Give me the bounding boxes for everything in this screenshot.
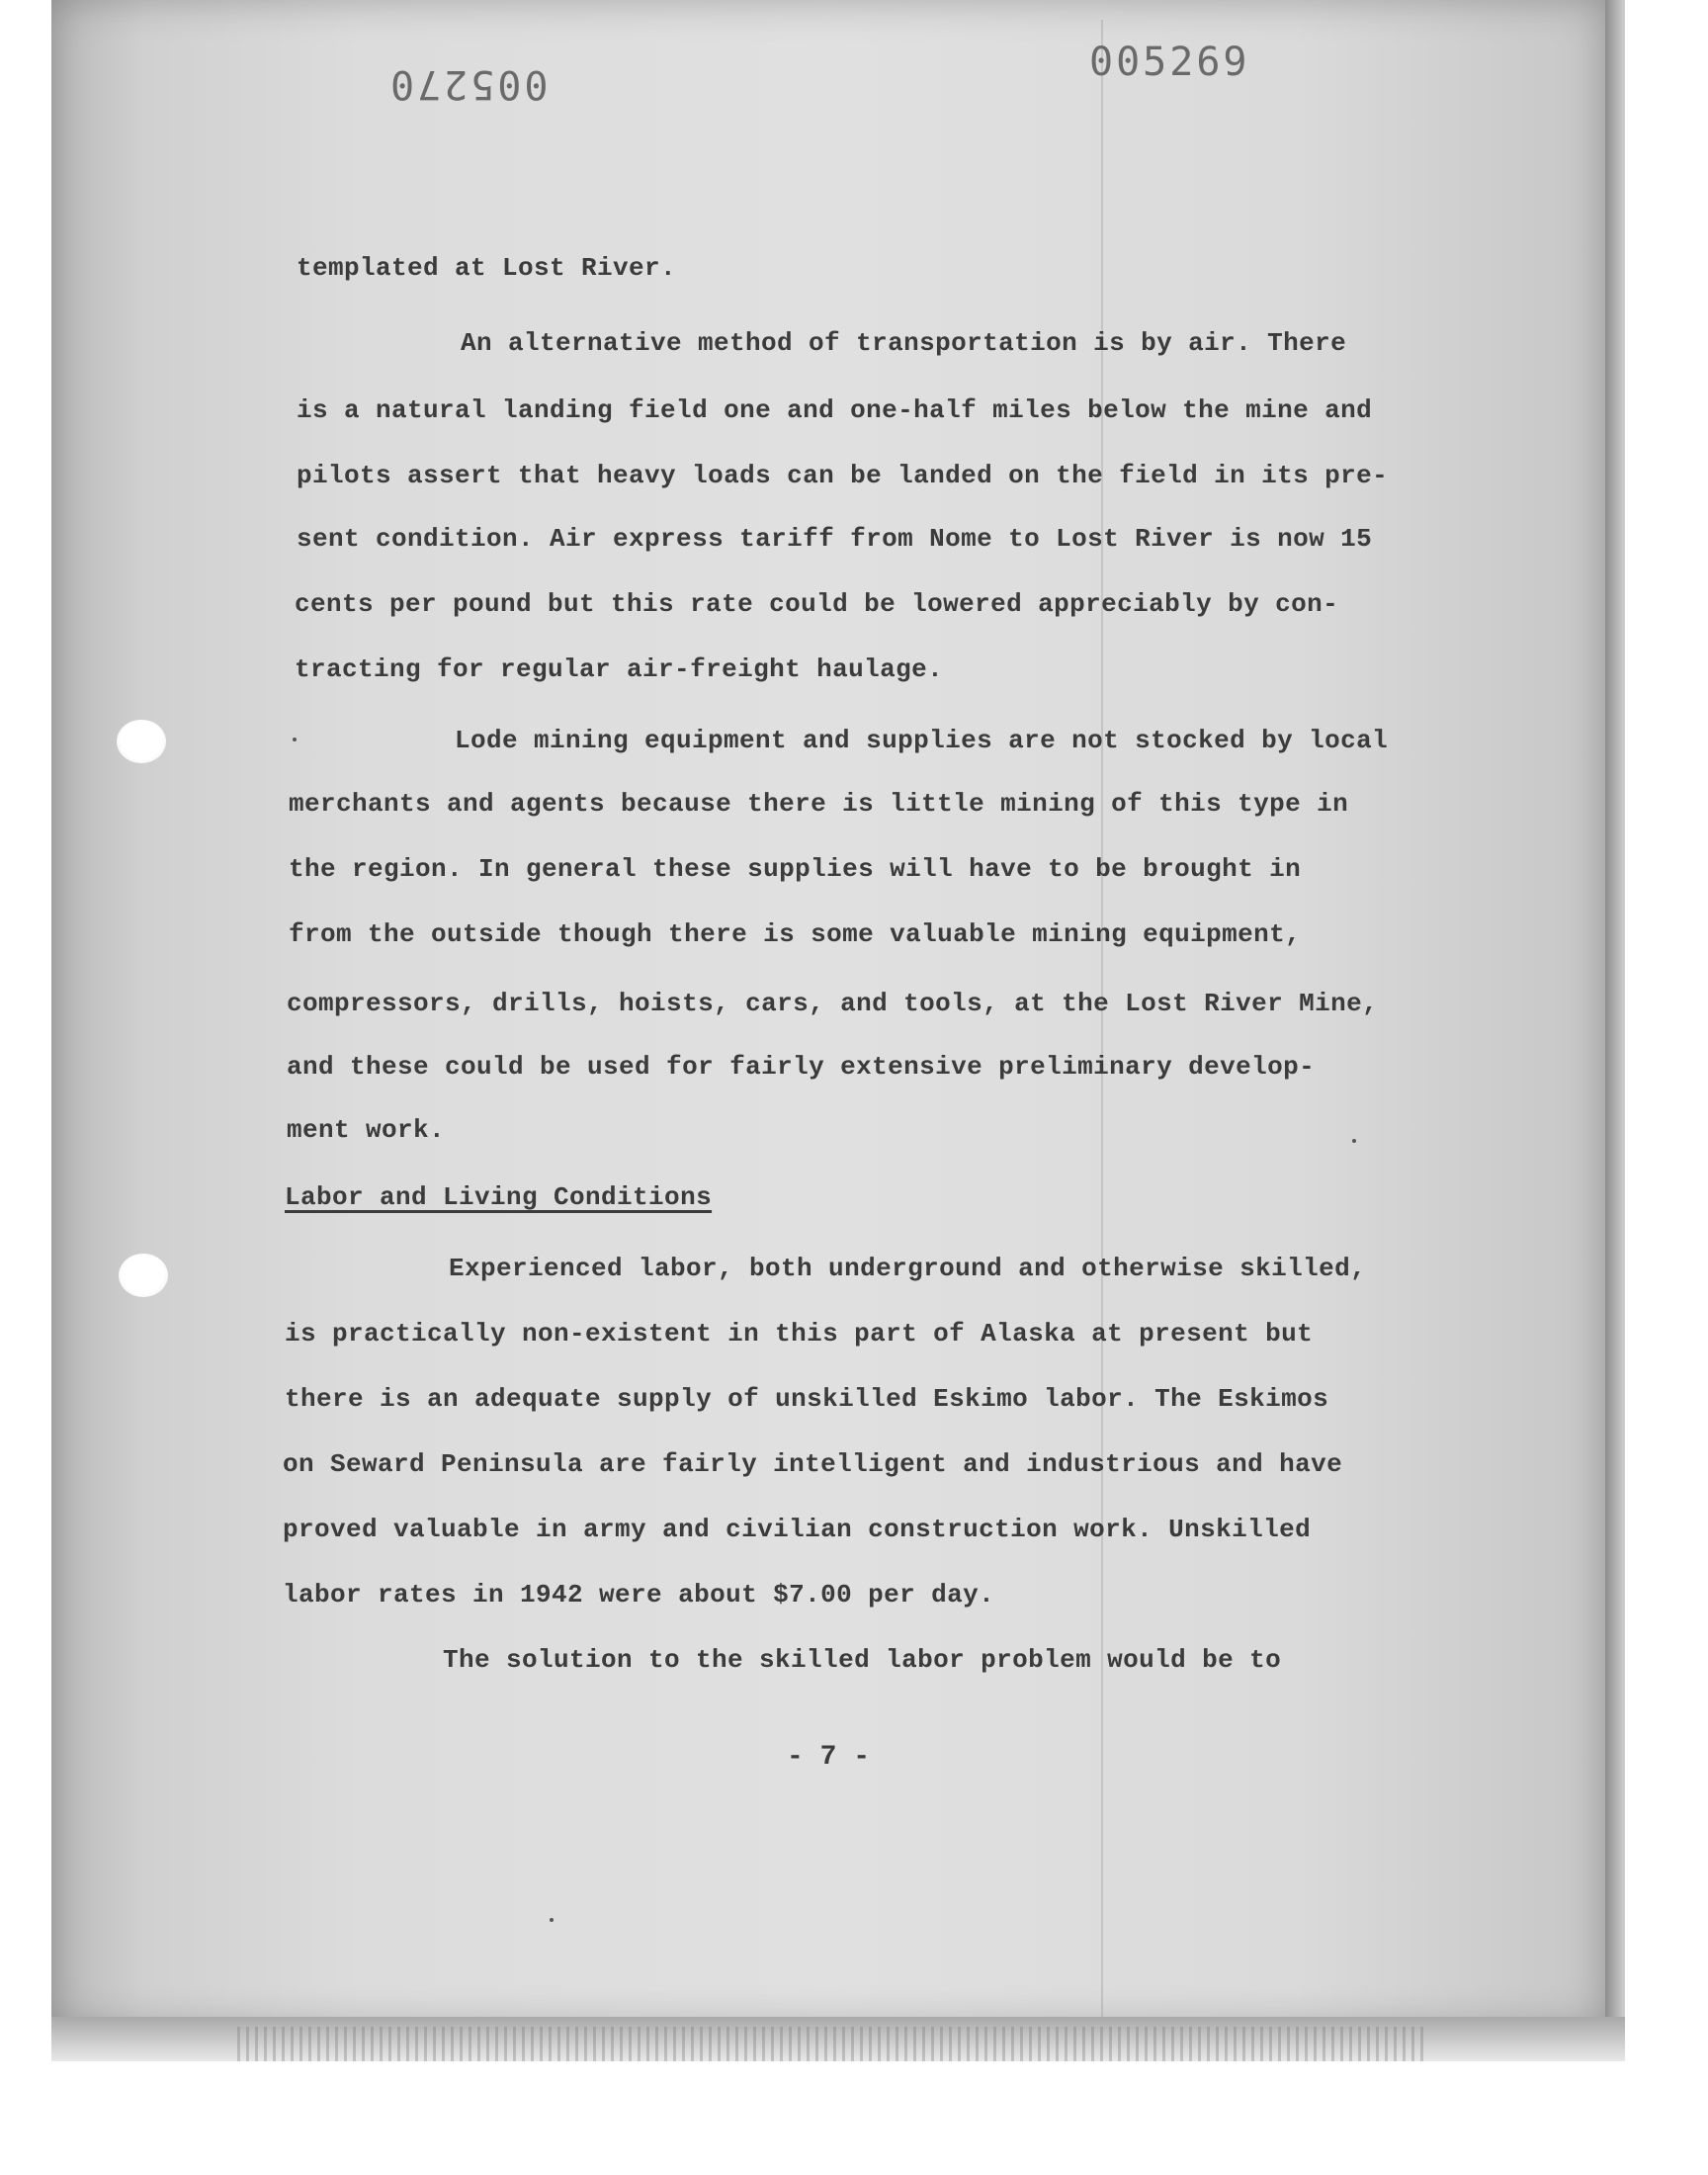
text-line: The solution to the skilled labor problem would be to [443,1645,1282,1675]
text-line: merchants and agents because there is little mining of this type in [289,789,1349,819]
speck [550,1918,554,1922]
text-line: from the outside though there is some valuable mining equipment, [289,919,1302,949]
text-line: ment work. [287,1115,446,1145]
punch-hole-upper [117,720,166,763]
text-line: compressors, drills, hoists, cars, and tools, at the Lost River Mine, [287,989,1379,1018]
section-heading: Labor and Living Conditions [285,1182,713,1212]
text-line: proved valuable in army and civilian construction work. Unskilled [283,1515,1312,1544]
punch-hole-lower [119,1254,168,1297]
text-line: the region. In general these supplies will have to be brought in [289,854,1302,884]
text-line: is a natural landing field one and one-half miles below the mine and [297,395,1373,425]
speck [1352,1139,1356,1143]
speck [293,738,297,741]
page-edge-shadow [1605,0,1625,2061]
text-line: tracting for regular air-freight haulage. [295,654,944,684]
text-line: Lode mining equipment and supplies are not stocked by local [455,726,1389,755]
text-line: labor rates in 1942 were about $7.00 per day. [283,1580,995,1610]
text-line: cents per pound but this rate could be lowered appreciably by con- [295,589,1339,619]
text-line: An alternative method of transportation is by air. There [461,328,1347,358]
text-line: pilots assert that heavy loads can be landed on the field in its pre- [297,461,1389,490]
fold-line [1101,20,1103,2017]
text-line: and these could be used for fairly extensive preliminary develop- [287,1052,1316,1082]
page-number: - 7 - [787,1742,871,1773]
document-number-stamp-upside-down: 005270 [387,61,549,107]
text-line: on Seward Peninsula are fairly intelligent and industrious and have [283,1449,1343,1479]
text-line: sent condition. Air express tariff from Nome to Lost River is now 15 [297,524,1373,554]
scan-streaks [237,2027,1423,2061]
text-line: Experienced labor, both underground and otherwise skilled, [449,1254,1367,1283]
text-line: there is an adequate supply of unskilled Eskimo labor. The Eskimos [285,1384,1329,1414]
text-line: templated at Lost River. [297,253,677,283]
document-number-stamp: 005269 [1089,40,1250,85]
text-line: is practically non-existent in this part of Alaska at present but [285,1319,1314,1348]
